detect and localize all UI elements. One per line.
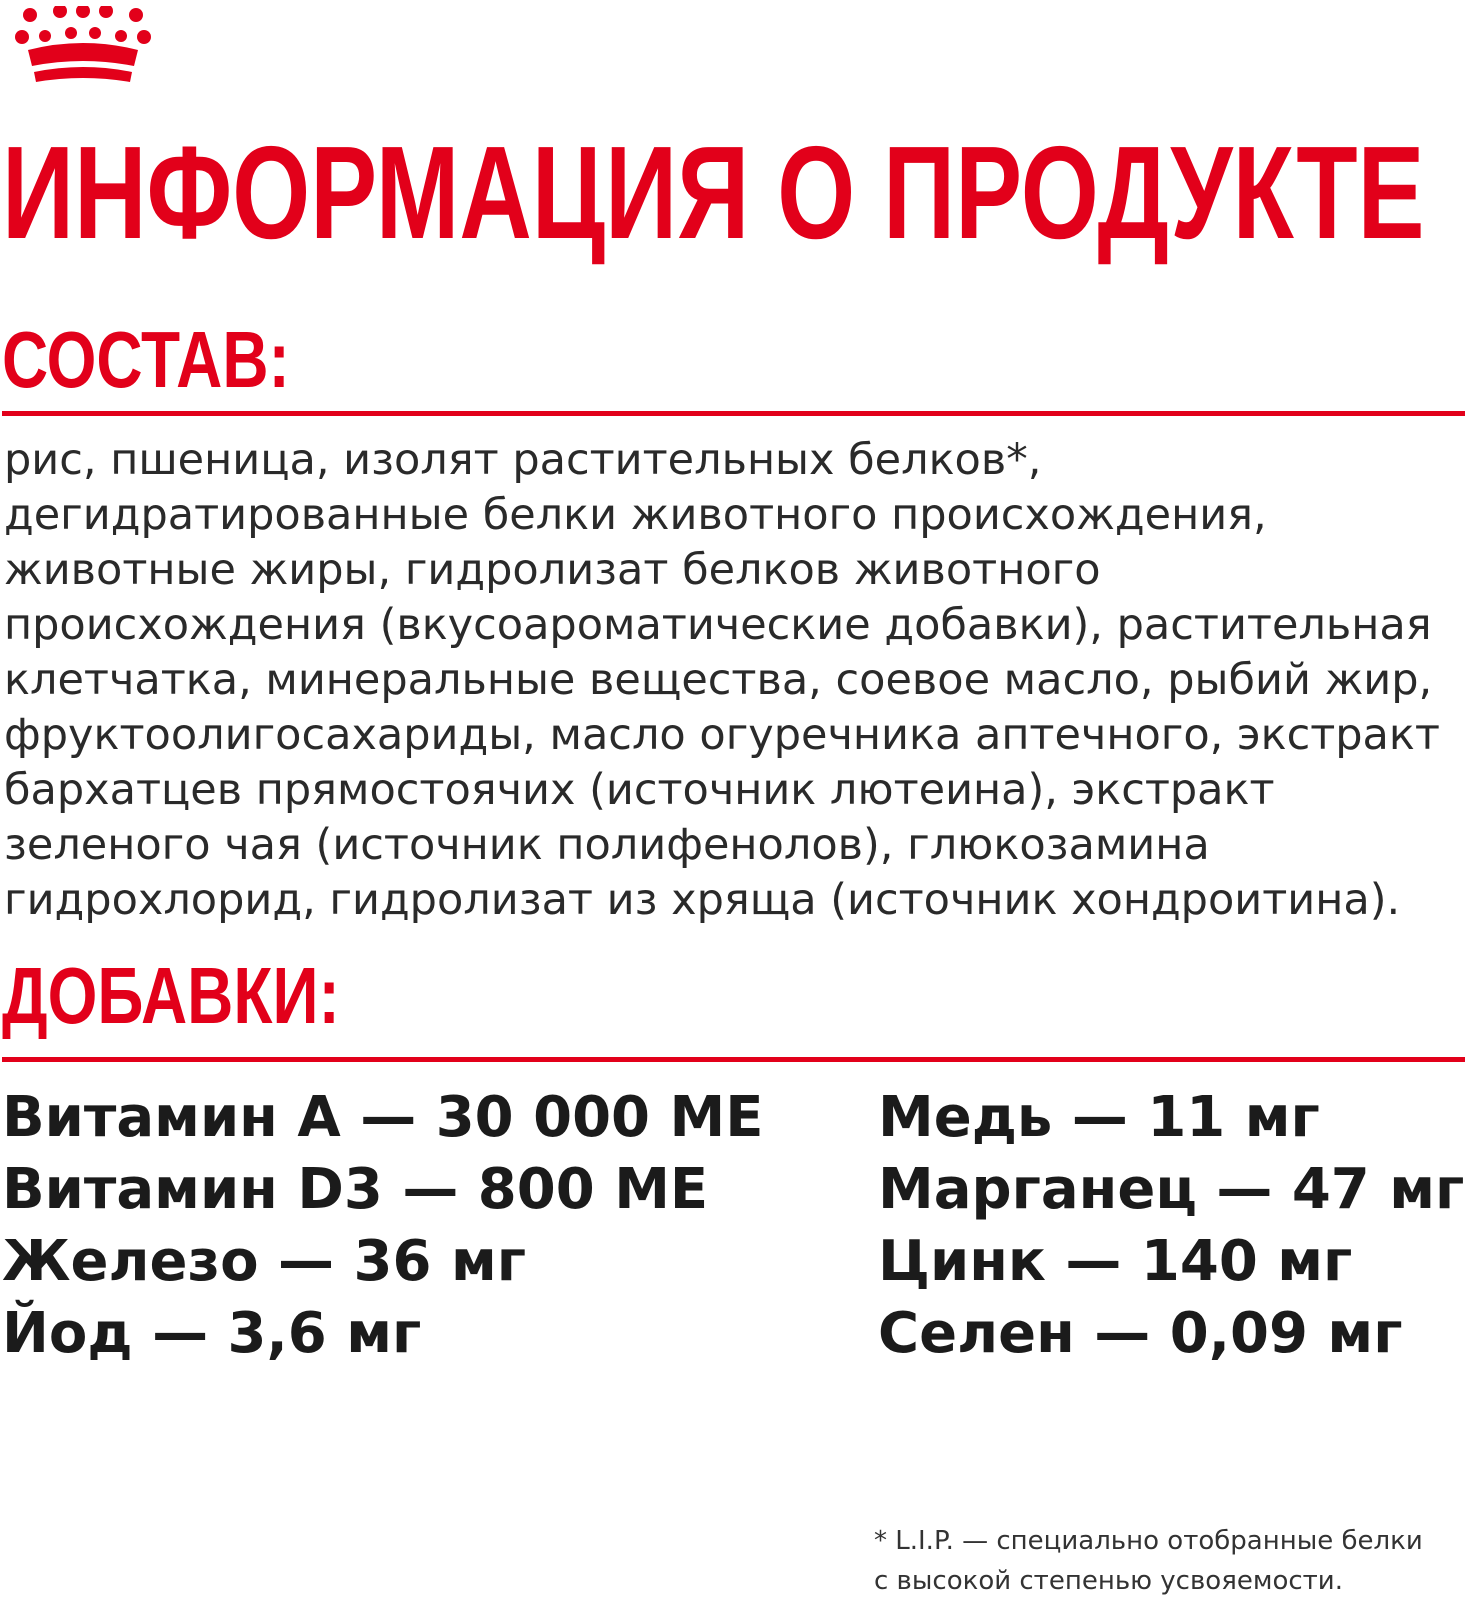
additive-item: Медь — 11 мг (878, 1085, 1320, 1150)
section-divider (2, 1057, 1465, 1062)
additive-item: Витамин А — 30 000 МЕ (2, 1085, 764, 1150)
additive-item: Селен — 0,09 мг (878, 1301, 1403, 1366)
additive-item: Витамин D3 — 800 МЕ (2, 1157, 709, 1222)
footnote-line: * L.I.P. — специально отобранные белки (874, 1526, 1423, 1556)
ingredients-line: происхождения (вкусоароматические добавки), растительная (4, 600, 1432, 650)
composition-heading: СОСТАВ: (2, 315, 290, 404)
ingredients-line: клетчатка, минеральные вещества, соевое масло, рыбий жир, (4, 655, 1433, 705)
ingredients-line: животные жиры, гидролизат белков животного (4, 545, 1101, 595)
additive-item: Йод — 3,6 мг (2, 1301, 422, 1366)
additive-item: Цинк — 140 мг (878, 1229, 1353, 1294)
ingredients-line: дегидратированные белки животного происхождения, (4, 490, 1267, 540)
ingredients-line: гидрохлорид, гидролизат из хряща (источник хондроитина). (4, 875, 1401, 925)
additives-list-right (878, 1082, 1464, 1370)
footnote-line: с высокой степенью усвояемости. (874, 1566, 1343, 1596)
additive-item: Железо — 36 мг (2, 1229, 526, 1294)
ingredients-line: зеленого чая (источник полифенолов), глюкозамина (4, 820, 1210, 870)
ingredients-text (4, 433, 1454, 928)
ingredients-line: бархатцев прямостоячих (источник лютеина), экстракт (4, 765, 1275, 815)
page-title: ИНФОРМАЦИЯ О ПРОДУКТЕ (2, 119, 1425, 266)
ingredients-line: рис, пшеница, изолят растительных белков*, (4, 435, 1042, 485)
ingredients-line: фруктоолигосахариды, масло огуречника аптечного, экстракт (4, 710, 1440, 760)
section-divider (2, 411, 1465, 416)
additive-item: Марганец — 47 мг (878, 1157, 1465, 1222)
additives-list-left (2, 1082, 764, 1370)
additives-heading: ДОБАВКИ: (2, 951, 340, 1040)
royal-crown-icon (8, 6, 158, 92)
footnote (874, 1521, 1423, 1601)
